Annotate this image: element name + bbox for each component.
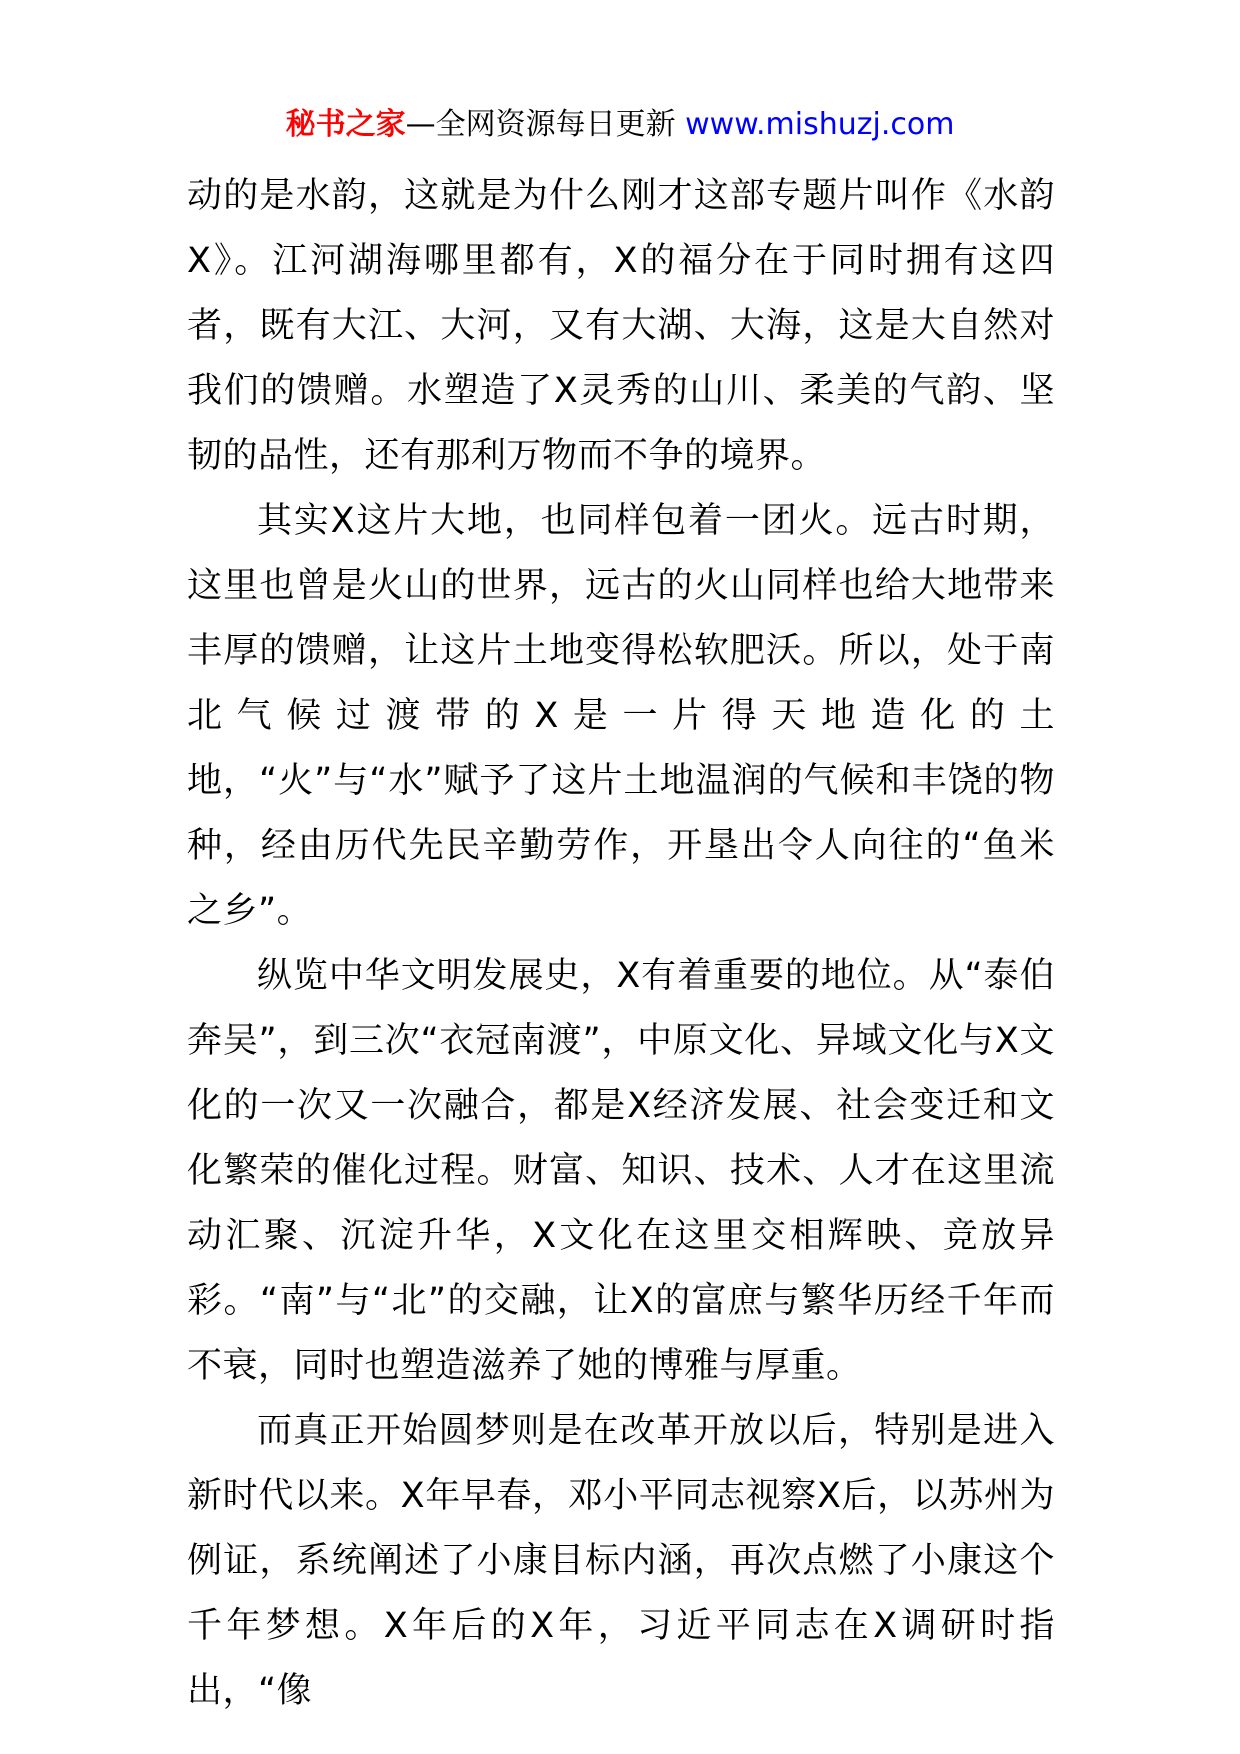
paragraph: 纵览中华文明发展史，X有着重要的地位。从“泰伯奔吴”，到三次“衣冠南渡”，中原文化、异域文化与X文化的一次又一次融合，都是X经济发展、社会变迁和文化繁荣的催化过程。财富、知识、技术、人才在这里流动汇聚、沉淀升华，X文化在这里交相辉映、竞放异彩。“南”与“北”的交融，让X的富庶与繁华历经千年而不衰，同时也塑造滋养了她的博雅与厚重。: [187, 956, 1055, 1386]
paragraph: 其实X这片大地，也同样包着一团火。远古时期，这里也曾是火山的世界，远古的火山同样也给大地带来丰厚的馈赠，让这片土地变得松软肥沃。所以，处于南北气候过渡带的X是一片得天地造化的土地，“火”与“水”赋予了这片土地温润的气候和丰饶的物种，经由历代先民辛勤劳作，开垦出令人向往的“鱼米之乡”。: [187, 501, 1055, 931]
site-brand-name: 秘书之家: [285, 107, 406, 142]
document-body: [187, 164, 1055, 1724]
paragraph-continuation: 动的是水韵，这就是为什么刚才这部专题片叫作《水韵X》。江河湖海哪里都有，X的福分在于同时拥有这四者，既有大江、大河，又有大湖、大海，这是大自然对我们的馈赠。水塑造了X灵秀的山川、柔美的气韵、坚韧的品性，还有那利万物而不争的境界。: [187, 176, 1055, 476]
site-header-banner: [0, 104, 1240, 146]
site-tagline: —全网资源每日更新: [405, 107, 686, 142]
paragraph: 而真正开始圆梦则是在改革开放以后，特别是进入新时代以来。X年早春，邓小平同志视察X后，以苏州为例证，系统阐述了小康目标内涵，再次点燃了小康这个千年梦想。X年后的X年，习近平同志在X调研时指出，“像: [187, 1411, 1055, 1711]
site-url-link[interactable]: www.mishuzj.com: [685, 107, 955, 142]
